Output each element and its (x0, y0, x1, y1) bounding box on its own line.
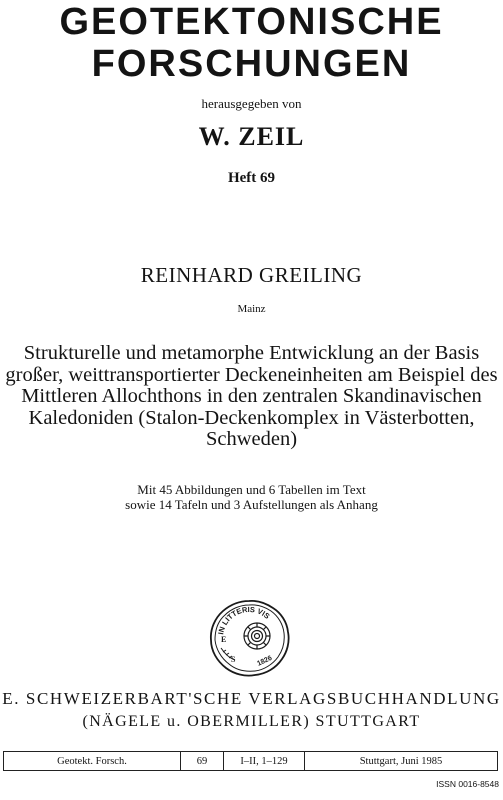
citation-box (3, 751, 498, 771)
title-line: Mittleren Allochthons in den zentralen Skandinavischen (21, 385, 482, 407)
issue-number: Heft 69 (227, 170, 276, 186)
publisher-name: E. SCHWEIZERBART'SCHE VERLAGSBUCHHANDLUNG (2, 689, 501, 708)
publisher-imprint: (NÄGELE u. OBERMILLER) STUTTGART (82, 713, 421, 730)
editor-name: W. ZEIL (198, 122, 305, 151)
series-title-line-1: GEOTEKTONISCHE (59, 1, 444, 43)
extent-line: sowie 14 Tafeln und 3 Aufstellungen als Anhang (125, 497, 378, 512)
title-line: Strukturelle und metamorphe Entwicklung an der Basis (23, 342, 480, 364)
seal-initial: S (231, 655, 236, 664)
ammonite-spiral (244, 623, 270, 649)
editor-intro: herausgegeben von (201, 96, 302, 111)
seal-initial: E (221, 635, 227, 644)
citation-journal: Geotekt. Forsch. (4, 752, 181, 770)
citation-place-date: Stuttgart, Juni 1985 (359, 755, 443, 767)
seal-year: 1826 (256, 654, 274, 668)
author-name: REINHARD GREILING (140, 263, 363, 287)
citation-issue: 69 (181, 752, 224, 770)
extent-line: Mit 45 Abbildungen und 6 Tabellen im Text (137, 482, 366, 497)
title-line: Schweden) (205, 428, 298, 450)
seal-motto: IN LITTERIS VIS (216, 604, 272, 636)
issn-number: ISSN 0016-8548 (436, 779, 499, 789)
title-line: Kaledoniden (Stalon-Deckenkomplex in Västerbotten, (28, 406, 475, 429)
author-affiliation: Mainz (237, 303, 266, 315)
ammonite-seal-icon (207, 598, 292, 678)
citation-pages: I–II, 1–129 (224, 752, 305, 770)
title-line: großer, weittransportierter Deckeneinheiten am Beispiel des (5, 363, 498, 386)
book-title (0, 343, 503, 451)
series-title-line-2: FORSCHUNGEN (91, 43, 412, 85)
illustration-extent (0, 482, 503, 512)
